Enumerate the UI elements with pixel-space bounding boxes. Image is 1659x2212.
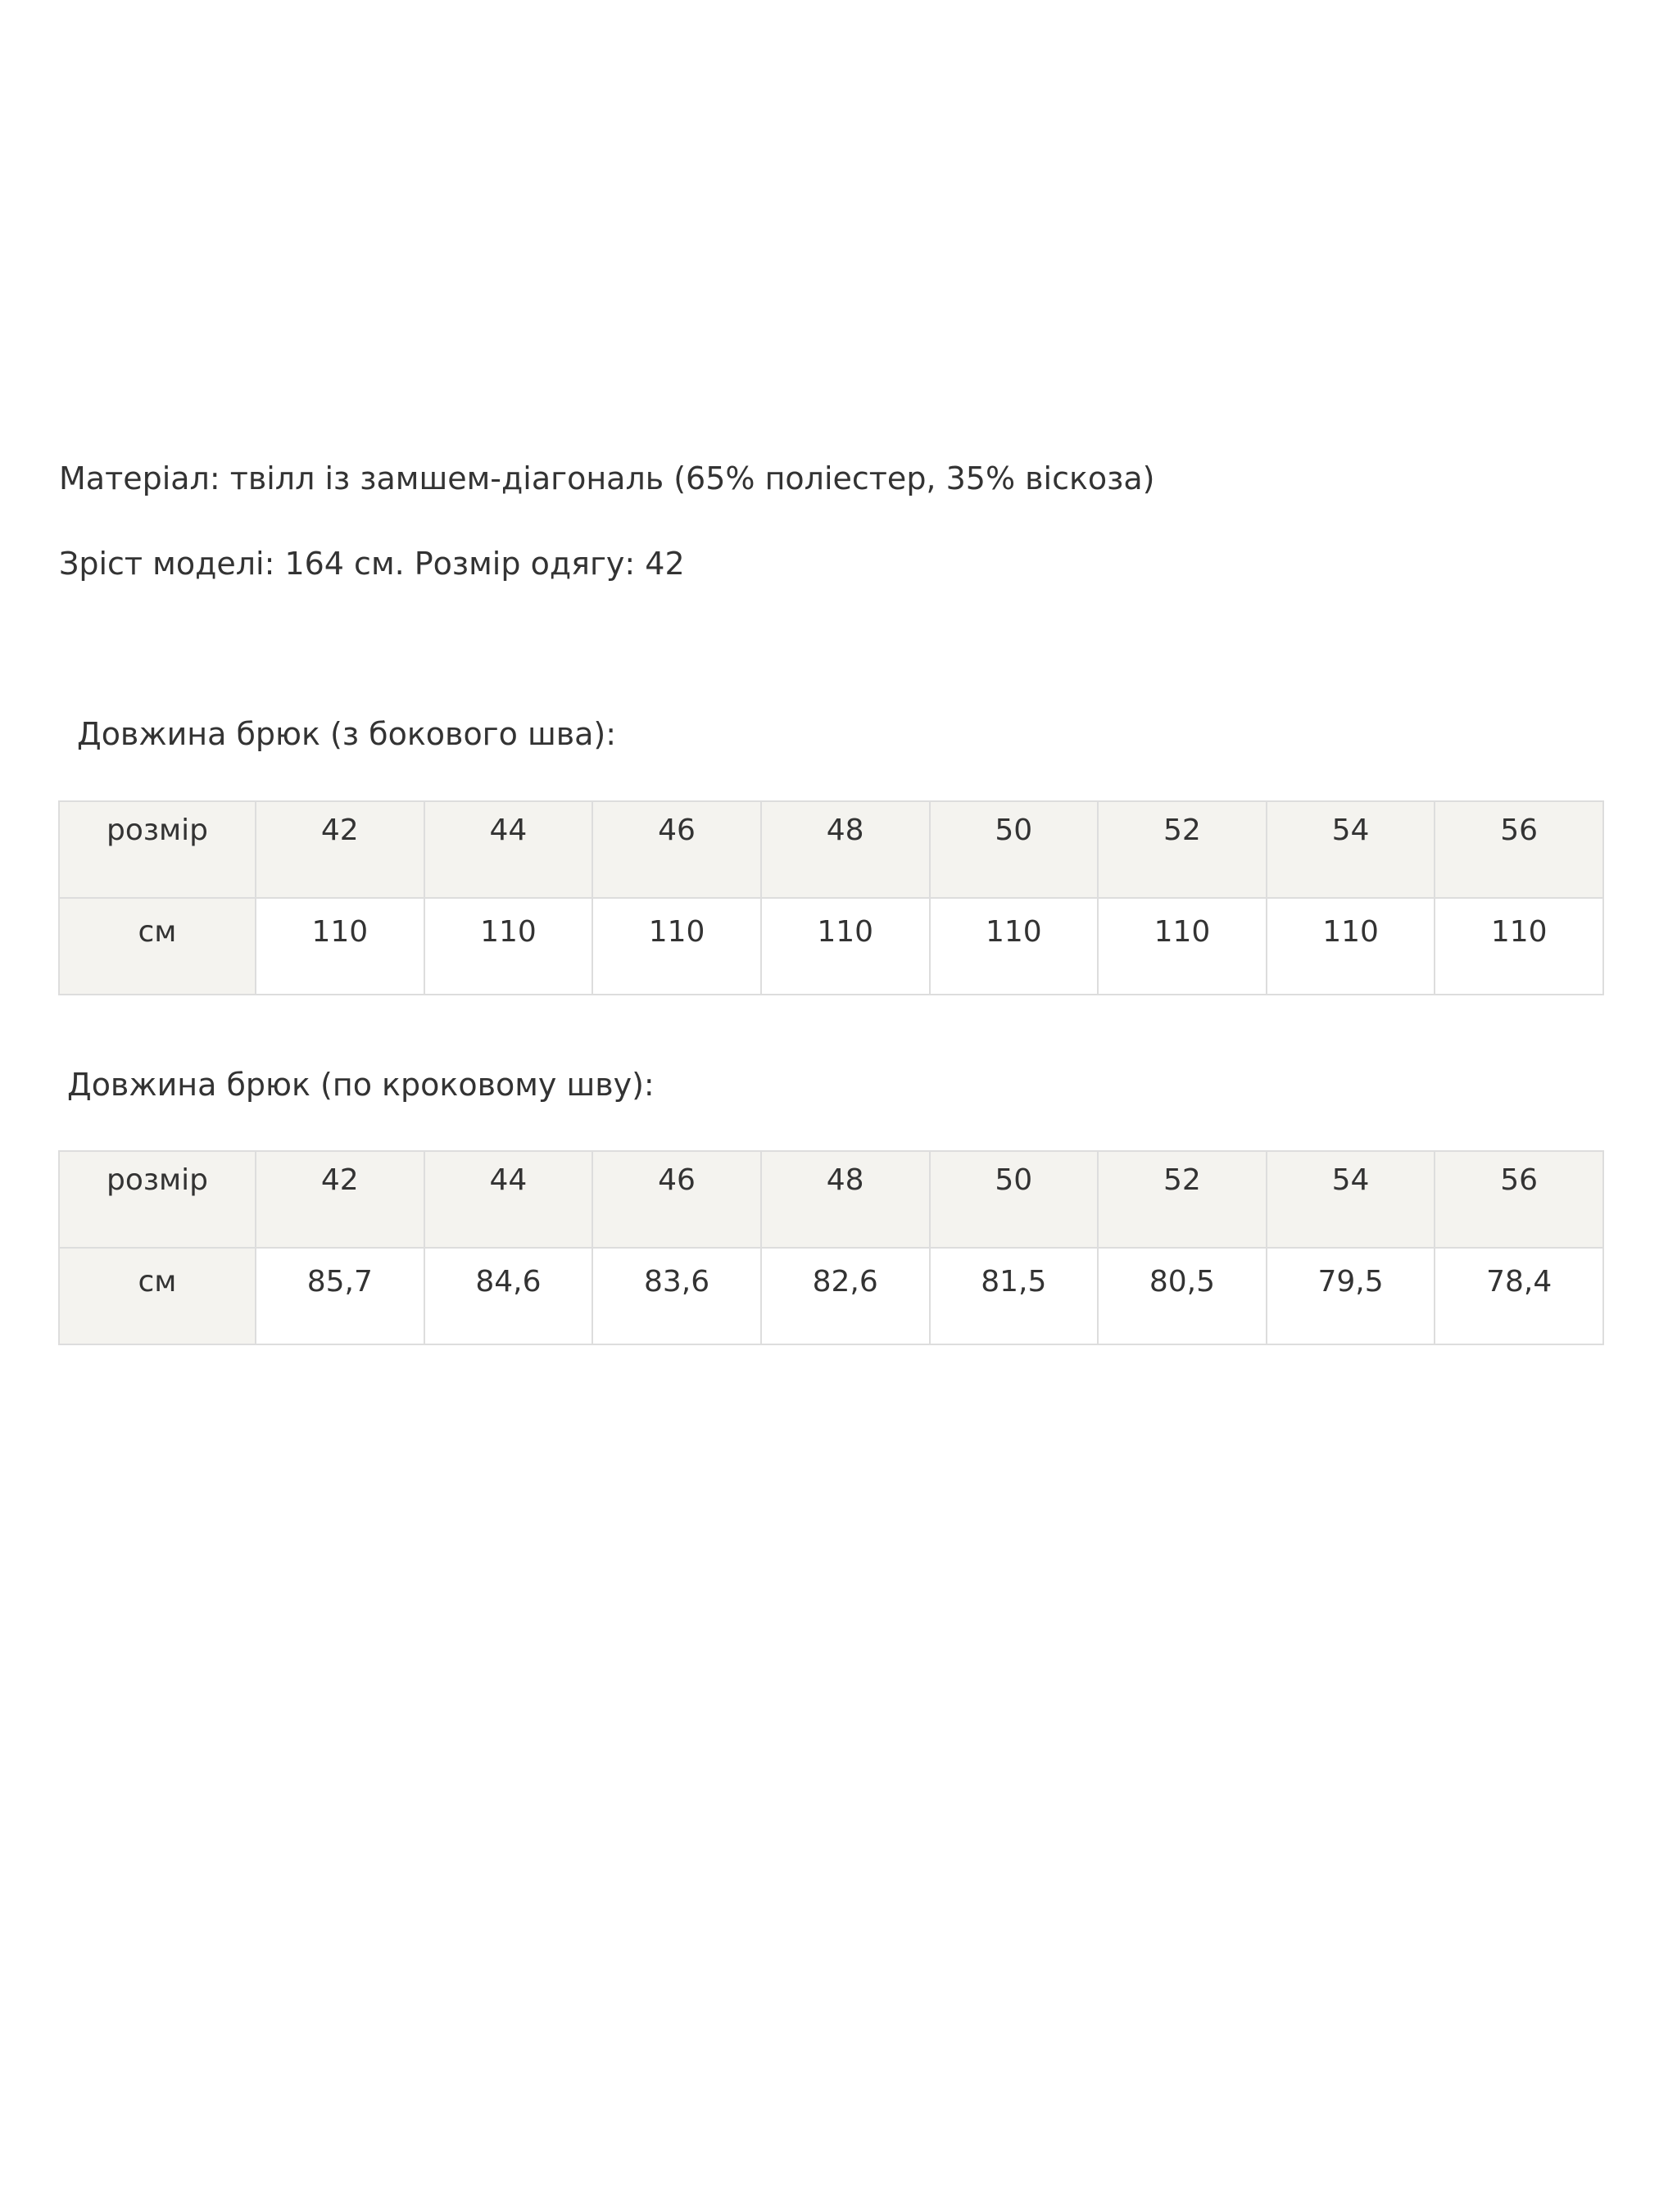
size-cell: 54 xyxy=(1267,801,1435,898)
length-row xyxy=(59,898,1603,995)
length-cell: 81,5 xyxy=(930,1248,1099,1344)
size-cell: 56 xyxy=(1435,1151,1603,1248)
size-cell: 52 xyxy=(1098,1151,1267,1248)
model-info: Зріст моделі: 164 см. Розмір одягу: 42 xyxy=(59,546,685,582)
length-cell: 78,4 xyxy=(1435,1248,1603,1344)
length-cell: 79,5 xyxy=(1267,1248,1435,1344)
size-cell: 46 xyxy=(592,801,761,898)
unit-header-cell: см xyxy=(59,1248,256,1344)
material-description: Матеріал: твілл із замшем-діагональ (65% поліестер, 35% віскоза) xyxy=(59,460,1155,496)
unit-header-cell: см xyxy=(59,898,256,995)
length-cell: 110 xyxy=(1435,898,1603,995)
size-row xyxy=(59,1151,1603,1248)
size-cell: 44 xyxy=(424,1151,593,1248)
crotch-seam-size-table xyxy=(58,1150,1604,1345)
size-row xyxy=(59,801,1603,898)
size-cell: 52 xyxy=(1098,801,1267,898)
crotch-seam-table-title: Довжина брюк (по кроковому шву): xyxy=(67,1067,655,1103)
length-cell: 110 xyxy=(1098,898,1267,995)
length-cell: 83,6 xyxy=(592,1248,761,1344)
size-header-cell: розмір xyxy=(59,1151,256,1248)
size-cell: 42 xyxy=(256,1151,424,1248)
size-cell: 42 xyxy=(256,801,424,898)
size-header-cell: розмір xyxy=(59,801,256,898)
size-cell: 50 xyxy=(930,801,1099,898)
length-row xyxy=(59,1248,1603,1344)
length-cell: 110 xyxy=(930,898,1099,995)
size-cell: 50 xyxy=(930,1151,1099,1248)
size-cell: 44 xyxy=(424,801,593,898)
size-cell: 48 xyxy=(761,801,930,898)
length-cell: 110 xyxy=(761,898,930,995)
size-cell: 56 xyxy=(1435,801,1603,898)
size-cell: 46 xyxy=(592,1151,761,1248)
side-seam-table-title: Довжина брюк (з бокового шва): xyxy=(77,716,617,752)
side-seam-size-table xyxy=(58,800,1604,995)
size-cell: 48 xyxy=(761,1151,930,1248)
length-cell: 110 xyxy=(424,898,593,995)
length-cell: 110 xyxy=(256,898,424,995)
length-cell: 82,6 xyxy=(761,1248,930,1344)
length-cell: 110 xyxy=(592,898,761,995)
size-cell: 54 xyxy=(1267,1151,1435,1248)
length-cell: 80,5 xyxy=(1098,1248,1267,1344)
length-cell: 85,7 xyxy=(256,1248,424,1344)
length-cell: 110 xyxy=(1267,898,1435,995)
length-cell: 84,6 xyxy=(424,1248,593,1344)
